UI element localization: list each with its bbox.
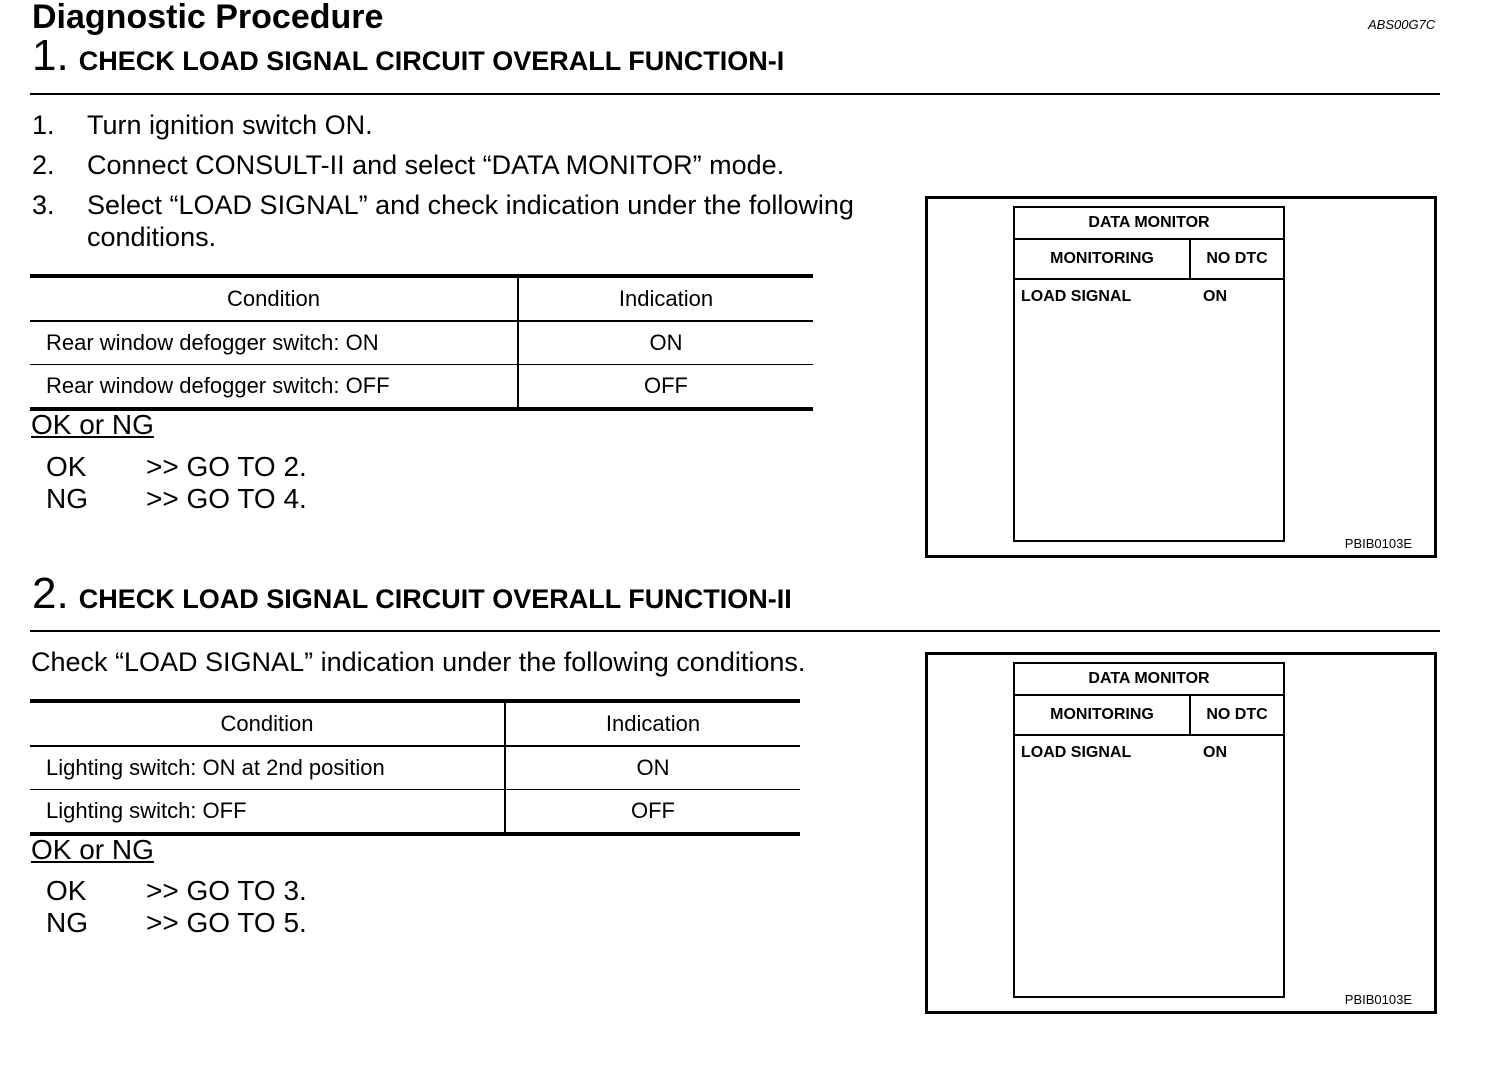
step-2-result-ng xyxy=(46,907,446,939)
indication-cell: ON xyxy=(649,330,683,355)
condition-cell: Rear window defogger switch: OFF xyxy=(30,365,518,410)
step-1-condition-table xyxy=(30,274,813,411)
result-action: >> GO TO 3. xyxy=(146,875,307,906)
column-header-indication: Indication xyxy=(505,701,800,746)
step-2-result-ok xyxy=(46,875,446,907)
result-action: >> GO TO 5. xyxy=(146,907,307,938)
instruction-text-continued: conditions. xyxy=(87,222,217,252)
step-1-instruction-3 xyxy=(32,189,932,253)
instruction-number: 1. xyxy=(32,110,55,140)
table-row xyxy=(30,321,813,365)
screen-header: DATA MONITOR xyxy=(1015,664,1283,696)
result-key: OK xyxy=(46,875,87,906)
page-title: Diagnostic Procedure xyxy=(32,0,384,36)
table-row xyxy=(30,790,800,835)
step-1-consult-figure xyxy=(925,196,1437,558)
table-row xyxy=(30,365,813,410)
condition-cell: Lighting switch: ON at 2nd position xyxy=(30,746,505,790)
step-2-number: 2. xyxy=(32,569,69,618)
step-1-ok-ng-label: OK or NG xyxy=(31,409,154,440)
step-1-instruction-2 xyxy=(32,149,932,181)
result-action: >> GO TO 2. xyxy=(146,451,307,482)
indication-cell: ON xyxy=(636,755,670,780)
column-header-condition: Condition xyxy=(30,701,505,746)
column-header-condition: Condition xyxy=(30,276,518,321)
step-1-heading xyxy=(32,30,784,82)
instruction-text: Turn ignition switch ON. xyxy=(87,110,373,140)
instruction-number: 3. xyxy=(32,190,55,220)
instruction-text: Select “LOAD SIGNAL” and check indication under the following xyxy=(87,190,854,220)
figure-code: PBIB0103E xyxy=(1344,992,1412,1007)
indication-cell: OFF xyxy=(631,798,675,823)
document-code: ABS00G7C xyxy=(1368,17,1436,32)
result-action: >> GO TO 4. xyxy=(146,483,307,514)
step-2-ok-ng-label: OK or NG xyxy=(31,834,154,865)
consult-screen xyxy=(1013,206,1285,542)
table-row xyxy=(30,746,800,790)
instruction-text: Connect CONSULT-II and select “DATA MONITOR” mode. xyxy=(87,150,785,180)
figure-code: PBIB0103E xyxy=(1344,536,1412,551)
step-2-title: CHECK LOAD SIGNAL CIRCUIT OVERALL FUNCTION-II xyxy=(78,584,792,614)
no-dtc-label: NO DTC xyxy=(1191,240,1283,280)
condition-cell: Lighting switch: OFF xyxy=(30,790,505,835)
step-1-result-ok xyxy=(46,451,446,483)
step-2-instruction: Check “LOAD SIGNAL” indication under the following conditions. xyxy=(31,647,806,677)
column-header-indication: Indication xyxy=(518,276,813,321)
no-dtc-label: NO DTC xyxy=(1191,696,1283,736)
step-1-rule xyxy=(30,93,1440,95)
monitoring-label: MONITORING xyxy=(1015,240,1191,280)
monitor-item-label: LOAD SIGNAL xyxy=(1021,288,1132,305)
step-1-number: 1. xyxy=(32,31,69,80)
step-2-consult-figure xyxy=(925,652,1437,1014)
result-key: OK xyxy=(46,451,87,482)
instruction-number: 2. xyxy=(32,150,55,180)
indication-cell: OFF xyxy=(644,373,688,398)
monitoring-label: MONITORING xyxy=(1015,696,1191,736)
screen-header: DATA MONITOR xyxy=(1015,208,1283,240)
step-2-rule xyxy=(30,630,1440,632)
result-key: NG xyxy=(46,483,88,514)
step-2-condition-table xyxy=(30,699,800,836)
monitor-item-label: LOAD SIGNAL xyxy=(1021,744,1132,761)
consult-screen xyxy=(1013,662,1285,998)
step-1-result-ng xyxy=(46,483,446,515)
step-2-heading xyxy=(32,568,792,620)
step-1-title: CHECK LOAD SIGNAL CIRCUIT OVERALL FUNCTION-I xyxy=(78,46,785,76)
monitor-item-value: ON xyxy=(1203,288,1227,305)
step-1-instruction-1 xyxy=(32,109,932,141)
condition-cell: Rear window defogger switch: ON xyxy=(30,321,518,365)
result-key: NG xyxy=(46,907,88,938)
monitor-item-value: ON xyxy=(1203,744,1227,761)
